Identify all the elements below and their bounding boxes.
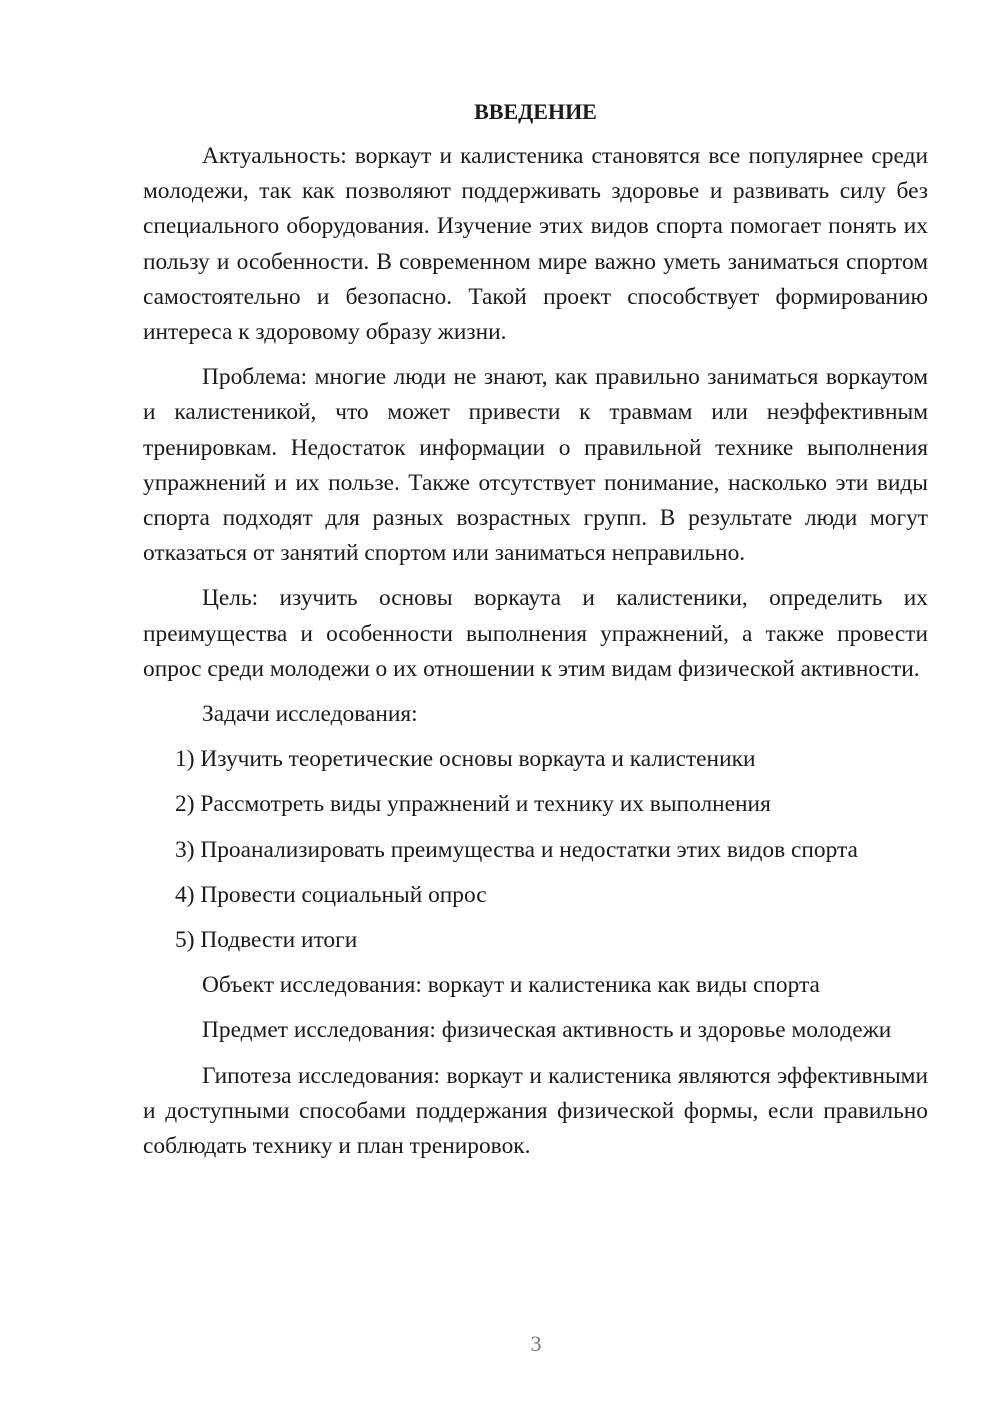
task-item: 1) Изучить теоретические основы воркаута и калистеники [175,746,756,773]
page-title: ВВЕДЕНИЕ [474,99,597,124]
tasks-list [143,742,928,958]
tasks-heading: Задачи исследования: [202,701,418,728]
task-item: 2) Рассмотреть виды упражнений и технику их выполнения [175,791,771,818]
page-content [143,94,928,1174]
page-number: 3 [530,1331,542,1356]
hypothesis-paragraph: Гипотеза исследования: воркаут и калистеника являются эффективными и доступными способами поддержания физической формы, если правильно соблюдать технику и план тренировок. [143,1062,928,1160]
goal-paragraph: Цель: изучить основы воркаута и калистеники, определить их преимущества и особенности выполнения упражнений, а также провести опрос среди молодежи о их отношении к этим видам физической активности. [143,585,928,682]
subject-paragraph: Предмет исследования: физическая активность и здоровье молодежи [202,1017,892,1044]
relevance-paragraph: Актуальность: воркаут и калистеника становятся все популярнее среди молодежи, так как позволяют поддерживать здоровье и развивать силу без специального оборудования. Изучение этих видов спорта помогает понять их пользу и особенности. В современном мире важно уметь заниматься спортом самостоятельно и безопасно. Такой проект способствует формированию интереса к здоровому образу жизни. [143,143,928,346]
object-paragraph: Объект исследования: воркаут и калистеника как виды спорта [202,972,820,999]
task-item: 3) Проанализировать преимущества и недостатки этих видов спорта [175,836,858,863]
problem-paragraph: Проблема: многие люди не знают, как правильно заниматься воркаутом и калистеникой, что может привести к травмам или неэффективным тренировкам. Недостаток информации о правильной технике выполнения упражнений и их пользе. Также отсутствует понимание, насколько эти виды спорта подходят для разных возрастных групп. В результате люди могут отказаться от занятий спортом или заниматься неправильно. [143,364,928,567]
task-item: 5) Подвести итоги [175,927,358,954]
task-item: 4) Провести социальный опрос [175,881,487,908]
